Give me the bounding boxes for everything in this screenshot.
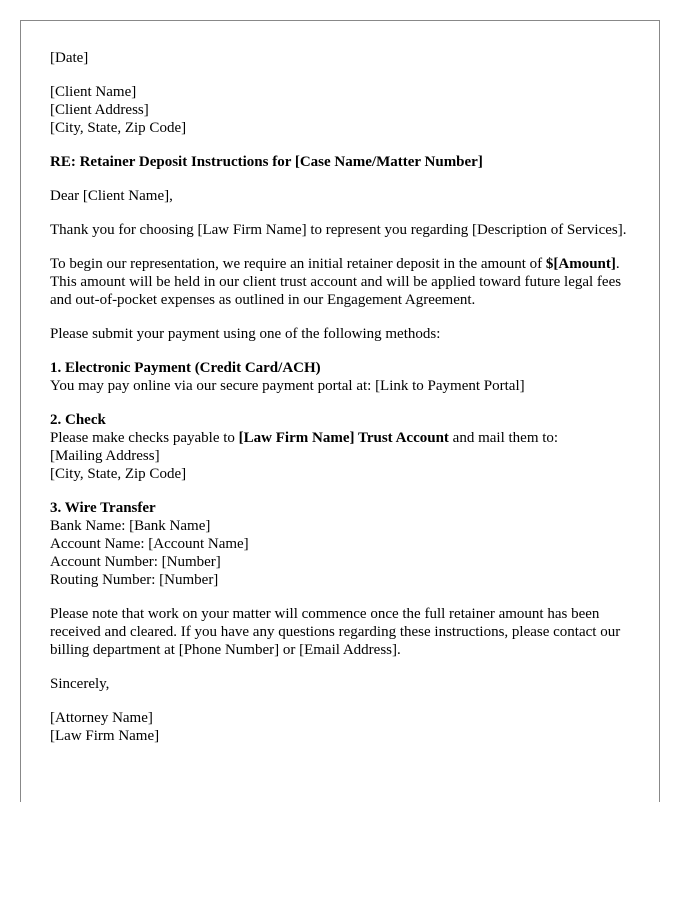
method-check bbox=[50, 411, 630, 483]
letter-page bbox=[20, 20, 660, 802]
methods-intro: Please submit your payment using one of the following methods: bbox=[50, 326, 441, 342]
wire-account-number: Account Number: [Number] bbox=[50, 554, 221, 570]
wire-bank-name: Bank Name: [Bank Name] bbox=[50, 518, 211, 534]
deposit-text-before: To begin our representation, we require an initial retainer deposit in the amount of bbox=[50, 256, 546, 272]
check-text-before: Please make checks payable to bbox=[50, 430, 239, 446]
deposit-amount: $[Amount] bbox=[545, 256, 616, 272]
recipient-address: [Client Address] bbox=[50, 102, 149, 118]
subject-line: RE: Retainer Deposit Instructions for [Case Name/Matter Number] bbox=[50, 154, 483, 170]
recipient-city-state-zip: [City, State, Zip Code] bbox=[50, 120, 187, 136]
signature-block bbox=[50, 709, 630, 745]
deposit-text-after: . This amount will be held in our client trust account and will be applied toward future legal fees and out-of-pocket expenses as outlined in our Engagement Agreement. bbox=[50, 256, 622, 308]
method-wire-heading: 3. Wire Transfer bbox=[50, 500, 156, 516]
intro-paragraph: Thank you for choosing [Law Firm Name] to represent you regarding [Description of Services]. bbox=[50, 222, 627, 238]
letter-body bbox=[50, 49, 630, 761]
method-electronic-heading: 1. Electronic Payment (Credit Card/ACH) bbox=[50, 360, 321, 376]
check-text-after: and mail them to: bbox=[448, 430, 559, 446]
recipient-block bbox=[50, 83, 630, 137]
signature-firm: [Law Firm Name] bbox=[50, 728, 160, 744]
salutation: Dear [Client Name], bbox=[50, 188, 173, 204]
method-check-text bbox=[50, 429, 630, 447]
method-electronic-text: You may pay online via our secure payment portal at: [Link to Payment Portal] bbox=[50, 378, 525, 394]
method-wire bbox=[50, 499, 630, 589]
letter-date: [Date] bbox=[50, 50, 89, 66]
recipient-name: [Client Name] bbox=[50, 84, 137, 100]
method-electronic bbox=[50, 359, 630, 395]
signoff: Sincerely, bbox=[50, 676, 110, 692]
check-city-state-zip: [City, State, Zip Code] bbox=[50, 466, 187, 482]
method-check-heading: 2. Check bbox=[50, 412, 106, 428]
signature-attorney: [Attorney Name] bbox=[50, 710, 153, 726]
wire-routing-number: Routing Number: [Number] bbox=[50, 572, 219, 588]
wire-account-name: Account Name: [Account Name] bbox=[50, 536, 249, 552]
check-payee: [Law Firm Name] Trust Account bbox=[238, 430, 449, 446]
closing-note: Please note that work on your matter will commence once the full retainer amount has been received and cleared. If you have any questions regarding these instructions, please contact our billing department at [Phone Number] or [Email Address]. bbox=[50, 606, 621, 658]
check-mailing-address: [Mailing Address] bbox=[50, 448, 160, 464]
deposit-paragraph bbox=[50, 255, 630, 309]
